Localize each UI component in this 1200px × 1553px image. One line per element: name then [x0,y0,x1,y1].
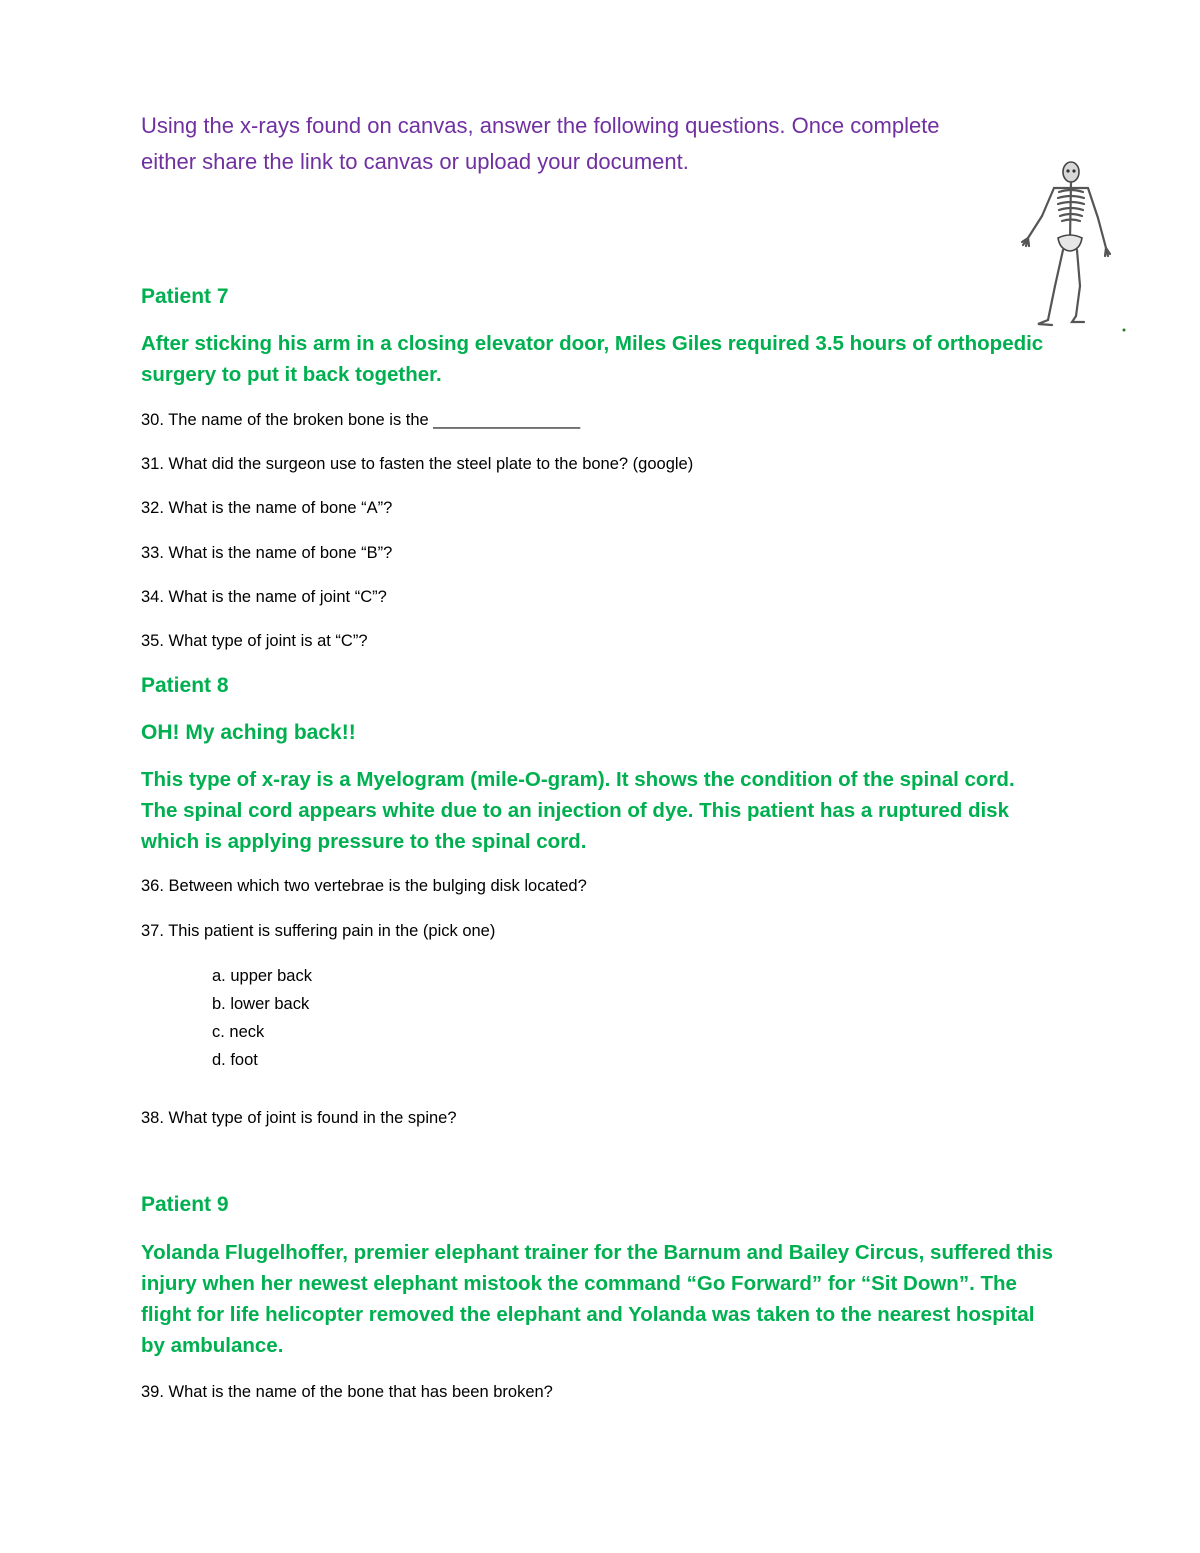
skeleton-icon [1010,158,1130,333]
question-38: 38. What type of joint is found in the spine? [141,1109,457,1127]
patient-8-heading: Patient 8 [141,674,229,697]
question-39: 39. What is the name of the bone that has been broken? [141,1383,553,1401]
patient-9-desc-line-2: injury when her newest elephant mistook the command “Go Forward” for “Sit Down”. The [141,1272,1017,1295]
patient-8-subheading: OH! My aching back!! [141,721,356,744]
question-36: 36. Between which two vertebrae is the bulging disk located? [141,877,587,895]
patient-7-desc-line-1: After sticking his arm in a closing elevator door, Miles Giles required 3.5 hours of orthopedic [141,332,1044,355]
patient-7-desc-line-2: surgery to put it back together. [141,363,442,386]
patient-9-desc-line-1: Yolanda Flugelhoffer, premier elephant trainer for the Barnum and Bailey Circus, suffered this [141,1241,1054,1264]
option-d: d. foot [212,1051,258,1069]
question-30: 30. The name of the broken bone is the ________________ [141,411,581,429]
patient-8-desc-line-1: This type of x-ray is a Myelogram (mile-O-gram). It shows the condition of the spinal cord. [141,768,1015,791]
question-34: 34. What is the name of joint “C”? [141,588,387,606]
question-33: 33. What is the name of bone “B”? [141,544,393,562]
patient-9-heading: Patient 9 [141,1193,229,1216]
patient-9-desc-line-4: by ambulance. [141,1334,284,1357]
question-32: 32. What is the name of bone “A”? [141,499,393,517]
question-35: 35. What type of joint is at “C”? [141,632,368,650]
option-b: b. lower back [212,995,310,1013]
question-37: 37. This patient is suffering pain in the (pick one) [141,922,496,940]
intro-line-2: either share the link to canvas or upload your document. [141,149,689,174]
intro-line-1: Using the x-rays found on canvas, answer the following questions. Once complete [141,113,940,138]
question-31: 31. What did the surgeon use to fasten the steel plate to the bone? (google) [141,455,694,473]
option-c: c. neck [212,1023,265,1041]
patient-8-desc-line-2: The spinal cord appears white due to an injection of dye. This patient has a ruptured disk [141,799,1009,822]
patient-7-heading: Patient 7 [141,285,229,308]
patient-8-desc-line-3: which is applying pressure to the spinal cord. [141,830,587,853]
option-a: a. upper back [212,967,312,985]
patient-9-desc-line-3: flight for life helicopter removed the elephant and Yolanda was taken to the nearest hospital [141,1303,1035,1326]
